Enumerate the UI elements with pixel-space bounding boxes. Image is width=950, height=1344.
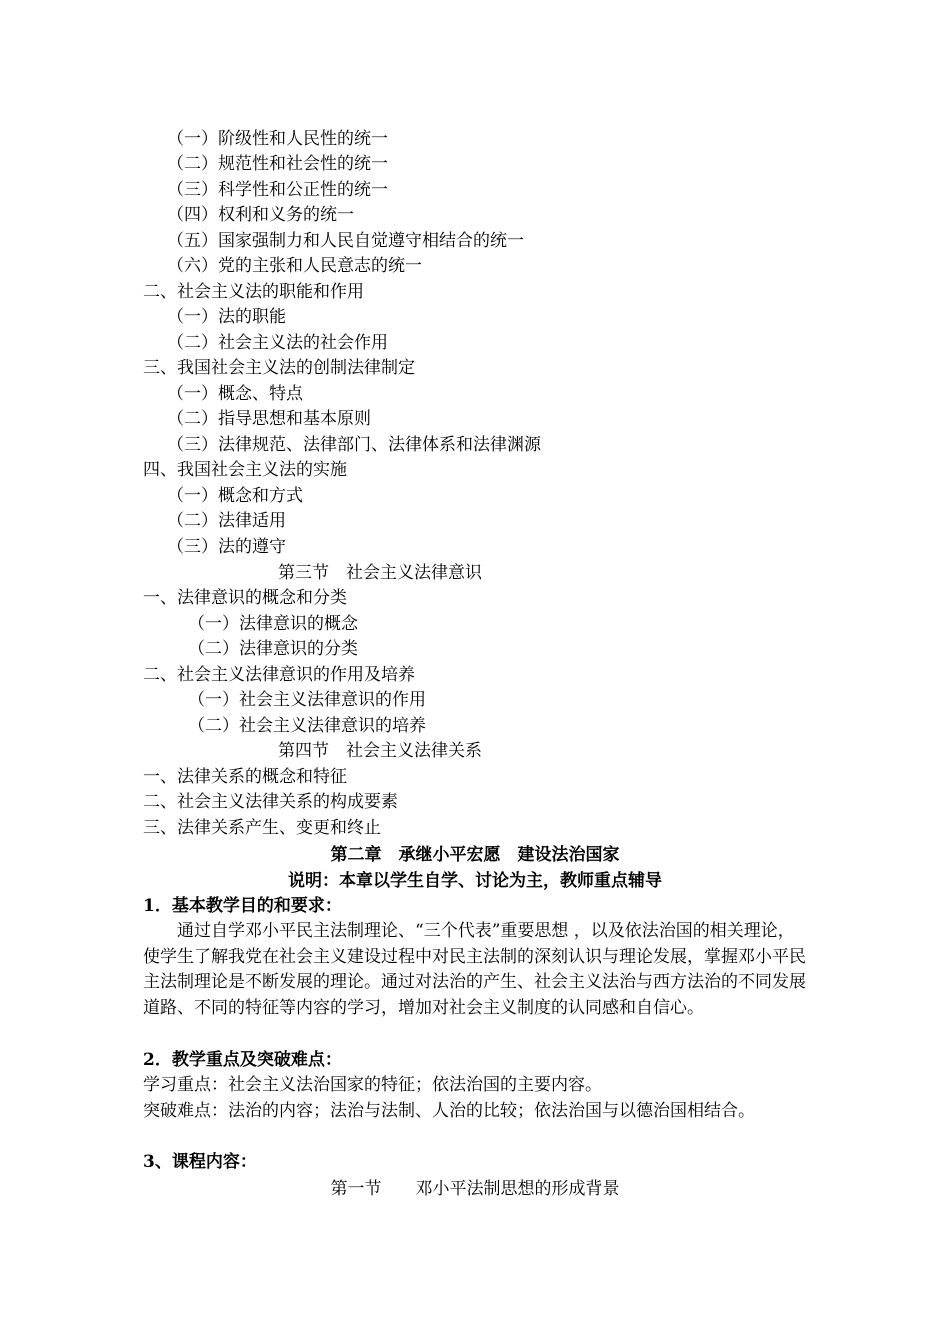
- outline-item: （二）法律适用: [167, 511, 286, 531]
- outline-item: （一）法律意识的概念: [188, 614, 358, 634]
- key-heading: 2．教学重点及突破难点：: [143, 1050, 342, 1070]
- outline-item: （二）指导思想和基本原则: [167, 409, 371, 429]
- outline-heading: 二、社会主义法律关系的构成要素: [143, 792, 398, 812]
- outline-item: （四）权利和义务的统一: [167, 205, 354, 225]
- outline-item: （五）国家强制力和人民自觉遵守相结合的统一: [167, 231, 524, 251]
- section-title: 第三节 社会主义法律意识: [278, 563, 482, 583]
- outline-item: （一）社会主义法律意识的作用: [188, 690, 426, 710]
- outline-heading: 二、社会主义法律意识的作用及培养: [143, 665, 415, 685]
- outline-heading: 二、社会主义法的职能和作用: [143, 282, 364, 302]
- outline-item: （一）概念、特点: [167, 384, 303, 404]
- outline-heading: 四、我国社会主义法的实施: [143, 460, 347, 480]
- chapter-title: 第二章 承继小平宏愿 建设法治国家: [330, 845, 620, 865]
- outline-item: （二）法律意识的分类: [188, 639, 358, 659]
- outline-item: （三）科学性和公正性的统一: [167, 180, 388, 200]
- goal-paragraph: 通过自学邓小平民主法制理论、“三个代表”重要思想 ，以及依法治国的相关理论，使学生了解我党在社会主义建设过程中对民主法制的深刻认识与理论发展，掌握邓小平民主法制理论是不断发展的理论。通过对法治的产生、社会主义法治与西方法治的不同发展道路、不同的特征等内容的学习，增加对社会主义制度的认同感和自信心。: [143, 921, 806, 1018]
- outline-heading: 一、法律意识的概念和分类: [143, 588, 347, 608]
- outline-item: （六）党的主张和人民意志的统一: [167, 256, 422, 276]
- content-heading: 3、课程内容：: [143, 1152, 257, 1172]
- outline-heading: 三、我国社会主义法的创制法律制定: [143, 358, 415, 378]
- outline-item: （三）法的遵守: [167, 537, 286, 557]
- key-points: 学习重点：社会主义法治国家的特征；依法治国的主要内容。: [143, 1075, 602, 1095]
- section-title: 第四节 社会主义法律关系: [278, 741, 482, 761]
- difficulties: 突破难点：法治的内容；法治与法制、人治的比较；依法治国与以德治国相结合。: [143, 1101, 755, 1121]
- chapter-note: 说明：本章以学生自学、讨论为主，教师重点辅导: [288, 871, 662, 891]
- outline-heading: 一、法律关系的概念和特征: [143, 767, 347, 787]
- outline-item: （三）法律规范、法律部门、法律体系和法律渊源: [167, 435, 541, 455]
- outline-item: （一）阶级性和人民性的统一: [167, 129, 388, 149]
- outline-item: （一）法的职能: [167, 307, 286, 327]
- outline-item: （二）社会主义法律意识的培养: [188, 716, 426, 736]
- outline-heading: 三、法律关系产生、变更和终止: [143, 818, 381, 838]
- outline-item: （一）概念和方式: [167, 486, 303, 506]
- outline-item: （二）社会主义法的社会作用: [167, 333, 388, 353]
- outline-item: （二）规范性和社会性的统一: [167, 154, 388, 174]
- section-title: 第一节 邓小平法制思想的形成背景: [330, 1179, 620, 1199]
- goal-heading: 1．基本教学目的和要求：: [143, 896, 342, 916]
